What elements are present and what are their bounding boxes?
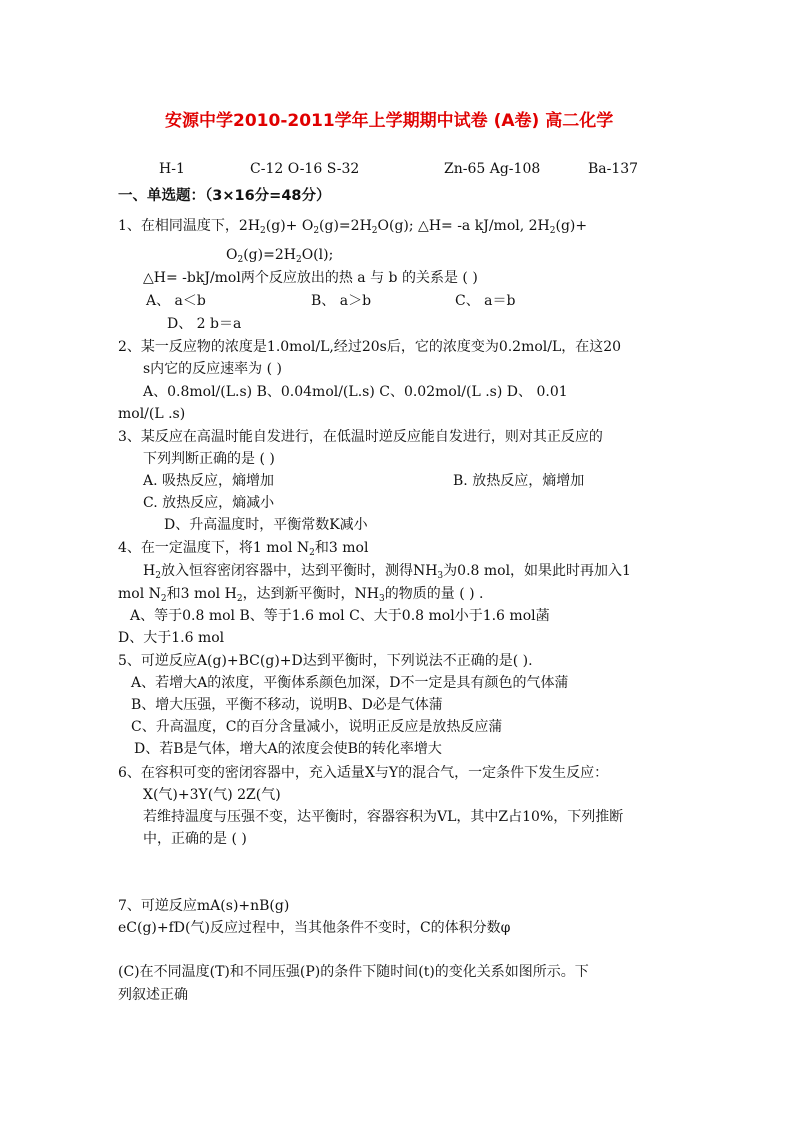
q3-option-a: A. 吸热反应，熵增加 (143, 473, 275, 489)
subscript: 3 (437, 571, 444, 581)
atomic-mass-c-o-s: C-12 O-16 S-32 (250, 161, 360, 177)
subscript: 2 (237, 255, 244, 265)
q4-text: 和3 mol (314, 540, 369, 556)
q4-line2 (143, 561, 631, 581)
q6-line4: 中，正确的是 ( ) (143, 831, 247, 847)
q1-text: (g)=2H (243, 247, 296, 263)
q1-option-b: B、 a＞b (311, 293, 372, 309)
q4-text: 和3 mol H (166, 586, 237, 602)
q4-text: 为0.8 mol，如果此时再加入1 (443, 563, 631, 579)
q3-option-b: B. 放热反应，熵增加 (453, 473, 585, 489)
q4-text: 放入恒容密闭容器中，达到平衡时，测得NH (160, 563, 438, 579)
q4-line5: D、大于1.6 mol (118, 630, 225, 646)
q1-line3: △H= -bkJ/mol两个反应放出的热 a 与 b 的关系是 ( ) (143, 270, 478, 286)
subscript: 2 (260, 226, 266, 236)
q1-text: O(l); (301, 247, 334, 263)
q5-option-a: A、若增大A的浓度，平衡体系颜色加深，D不一定是具有颜色的气体蒲 (131, 675, 569, 691)
q7-line4: 列叙述正确 (118, 987, 188, 1003)
q5-option-b: B、增大压强，平衡不移动，说明B、D必是气体蒲 (131, 697, 443, 713)
q1-text: O(g); △H= -a kJ/mol, 2H (377, 218, 550, 234)
q3-line1: 3、某反应在高温时能自发进行，在低温时逆反应能自发进行，则对其正反应的 (118, 429, 603, 445)
section-heading: 一、单选题：（3×16分=48分） (118, 188, 331, 204)
q2-line3: A、0.8mol/(L.s) B、0.04mol/(L.s) C、0.02mol/(L .s) D、 0.01 (143, 384, 568, 400)
exam-title: 安源中学2010-2011学年上学期期中试卷 (A卷) 高二化学 (165, 111, 614, 131)
q5-line1: 5、可逆反应A(g)+BC(g)+D达到平衡时，下列说法不正确的是( ). (118, 653, 533, 669)
subscript: 2 (549, 226, 556, 236)
q4-text: ，达到新平衡时，NH (242, 586, 380, 602)
q5-option-c: C、升高温度，C的百分含量减小，说明正反应是放热反应蒲 (131, 719, 503, 735)
q6-line1: 6、在容积可变的密闭容器中，充入适量X与Y的混合气，一定条件下发生反应： (118, 765, 609, 781)
q2-line1: 2、某一反应物的浓度是1.0mol/L,经过20s后，它的浓度变为0.2mol/L，在这20 (118, 339, 622, 355)
q2-line4: mol/(L .s) (118, 406, 186, 422)
subscript: 2 (309, 548, 315, 558)
subscript: 2 (155, 571, 161, 581)
q2-line2: s内它的反应速率为 ( ) (143, 361, 283, 377)
subscript: 2 (313, 226, 320, 236)
subscript: 2 (236, 594, 243, 604)
q4-text: H (143, 563, 156, 579)
atomic-mass-ba: Ba-137 (588, 161, 639, 177)
subscript: 2 (160, 594, 167, 604)
q7-line2: eC(g)+fD(气)反应过程中，当其他条件不变时，C的体积分数φ (118, 920, 511, 936)
atomic-mass-zn-ag: Zn-65 Ag-108 (444, 161, 541, 177)
subscript: 3 (379, 594, 385, 604)
q4-text: mol N (118, 586, 161, 602)
q5-option-d: D、若B是气体，增大A的浓度会使B的转化率增大 (134, 741, 442, 757)
q1-text: O (226, 247, 238, 263)
q7-line1: 7、可逆反应mA(s)+nB(g) (118, 898, 290, 914)
q3-option-c: C. 放热反应，熵减小 (143, 495, 275, 511)
q4-line3 (118, 584, 484, 604)
q3-option-d: D、升高温度时，平衡常数K减小 (164, 517, 368, 533)
q3-line2: 下列判断正确的是 ( ) (143, 451, 275, 467)
q1-option-d: D、 2 b＝a (167, 316, 242, 332)
q1-text: (g)+ O (265, 218, 314, 234)
q4-text: 4、在一定温度下，将1 mol N (118, 540, 310, 556)
q4-line4: A、等于0.8 mol B、等于1.6 mol C、大于0.8 mol小于1.6 mol菡 (130, 608, 550, 624)
q1-line1 (118, 216, 587, 236)
q6-line3: 若维持温度与压强不变，达平衡时，容器容积为VL，其中Z占10%，下列推断 (143, 809, 624, 825)
atomic-mass-h: H-1 (159, 161, 185, 177)
q1-option-a: A、 a＜b (146, 293, 206, 309)
q1-option-c: C、 a＝b (455, 293, 516, 309)
subscript: 2 (371, 226, 378, 236)
q1-text: (g)=2H (319, 218, 372, 234)
q6-line2: X(气)+3Y(气) 2Z(气) (143, 787, 281, 803)
q1-line2 (226, 245, 333, 265)
subscript: 2 (295, 255, 302, 265)
q4-text: 的物质的量 ( ) . (384, 586, 484, 602)
q1-text: 1、在相同温度下，2H (118, 218, 261, 234)
q4-line1 (118, 538, 368, 558)
q1-text: (g)+ (555, 218, 588, 234)
q7-line3: (C)在不同温度(T)和不同压强(P)的条件下随时间(t)的变化关系如图所示。下 (118, 964, 589, 980)
